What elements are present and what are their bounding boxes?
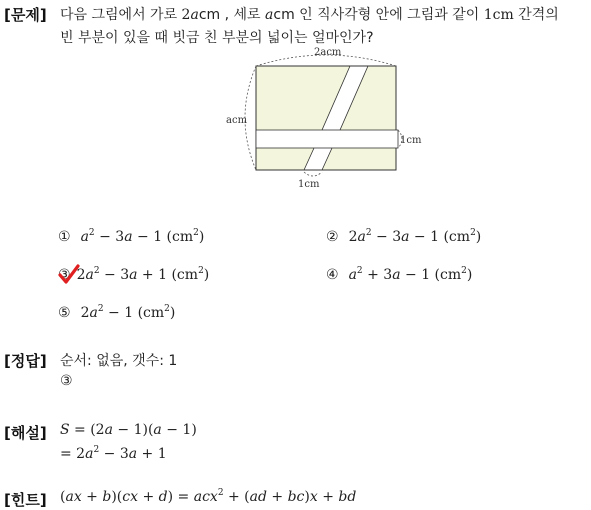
explanation-line-2: = $2a^2 - 3a + 1$ (60, 445, 167, 462)
label-left: acm (226, 115, 248, 126)
answer-value: ③ (60, 373, 73, 389)
choice-3-marker: ③ (58, 267, 71, 283)
explanation-tag: [해설] (4, 424, 47, 442)
hint-formula: (ax + b)(cx + d) = acx$^2$ + (ad + bc)x + bd (60, 488, 357, 505)
choice-1[interactable]: ① $a^2 - 3a - 1$ $(cm^2)$ (58, 228, 205, 245)
choice-3[interactable]: ③ $2a^2 - 3a + 1$ $(cm^2)$ (58, 267, 209, 283)
label-bottom: 1cm (298, 179, 320, 190)
question-tag: [문제] (4, 6, 47, 24)
horizontal-strip (256, 130, 398, 148)
check-icon (58, 264, 80, 286)
shaded-regions (256, 66, 396, 170)
bottom-dimension-arc (304, 172, 322, 176)
figure-diagram (224, 44, 422, 190)
label-top: 2acm (314, 47, 342, 58)
choice-5[interactable]: ⑤ $2a^2 - 1$ $(cm^2)$ (58, 304, 176, 321)
hint-tag: [힌트] (4, 491, 47, 509)
label-right: 1cm (400, 135, 422, 146)
shaded-top-right (340, 66, 396, 130)
choice-4[interactable]: ④ $a^2 + 3a - 1$ $(cm^2)$ (326, 266, 473, 283)
question-line-1: 다음 그림에서 가로 2acm , 세로 acm 인 직사각형 안에 그림과 같이 1cm 간격의 (60, 7, 559, 23)
answer-tag: [정답] (4, 352, 47, 370)
explanation-line-1: S = (2a − 1)(a − 1) (60, 422, 197, 438)
shaded-bottom-right (322, 148, 396, 170)
question-line-2: 빈 부분이 있을 때 빗금 친 부분의 넓이는 얼마인가? (60, 30, 374, 46)
choice-2[interactable]: ② $2a^2 - 3a - 1$ $(cm^2)$ (326, 228, 482, 245)
answer-line: 순서: 없음, 갯수: 1 (60, 353, 178, 369)
